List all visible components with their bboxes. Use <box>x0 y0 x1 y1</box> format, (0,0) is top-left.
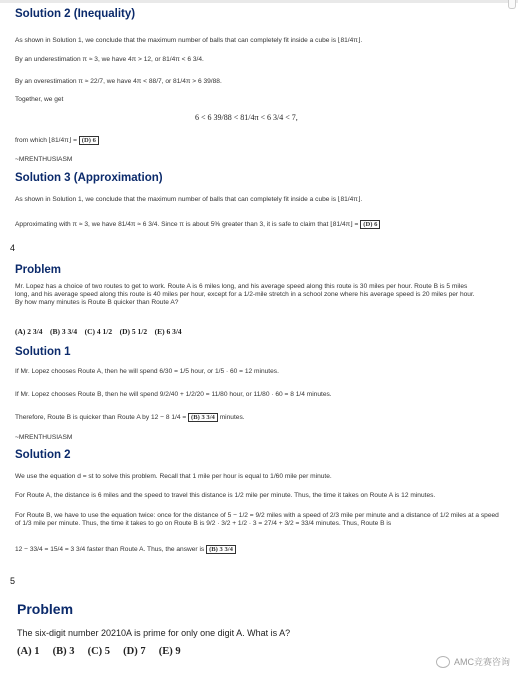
p4-sol2-line-1: We use the equation d = st to solve this problem. Recall that 1 mile per hour is equal to 1/60 mile per minute. <box>15 473 332 480</box>
p5-choice-a: (A) 1 <box>17 646 40 657</box>
s3-line-2 <box>15 221 380 229</box>
p4-sol2-line-3: For Route B, we have to use the equation twice: once for the distance of 5 − 1/2 = 9/2 miles with a speed of 2/3 mile per minute and a distance of 1/2 miles at a speed of 1/3 mile per minute. Thus, the time it takes to go on Route B is 9/2 · 3/2 + 1/2 · 3 = 27/4 + 3/2 = 33/4 minutes. Thus, Route B is <box>15 512 499 527</box>
solution-2-inequality-heading: Solution 2 (Inequality) <box>15 8 136 20</box>
watermark <box>436 655 510 668</box>
problem-4-choices <box>15 327 182 336</box>
solution-3-approximation-heading: Solution 3 (Approximation) <box>15 172 163 184</box>
p5-choice-b: (B) 3 <box>52 646 75 657</box>
choice-c: (C) 4 1/2 <box>84 327 113 336</box>
p4-solution-2-heading: Solution 2 <box>15 449 71 461</box>
p4-sol1-line-3-end: minutes. <box>219 414 245 421</box>
problem-4-heading: Problem <box>15 264 62 276</box>
wechat-icon <box>436 656 450 668</box>
problem-5-number: 5 <box>10 576 16 586</box>
p4-sol2-line-2: For Route A, the distance is 6 miles and the speed to travel this distance is 1/2 mile per minute. Thus, the time it takes on Route A is 12 minutes. <box>15 492 436 499</box>
choice-d: (D) 5 1/2 <box>119 327 148 336</box>
s2-line-1: As shown in Solution 1, we conclude that the maximum number of balls that can completely fit inside a cube is ⌊81/4π⌋. <box>15 37 363 44</box>
s2-line-3: By an overestimation π ≈ 22/7, we have 4π < 88/7, or 81/4π > 6 39/88. <box>15 78 222 85</box>
choice-a: (A) 2 3/4 <box>15 327 43 336</box>
p4-sol1-line-1: If Mr. Lopez chooses Route A, then he will spend 6/30 = 1/5 hour, or 1/5 · 60 = 12 minutes. <box>15 368 279 375</box>
s2-answer-box: (D) 6 <box>79 136 99 145</box>
p4-sol1-line-3-text: Therefore, Route B is quicker than Route A by 12 − 8 1/4 = <box>15 414 187 421</box>
watermark-text: AMC竞赛咨询 <box>454 657 510 667</box>
s2-display-equation: 6 < 6 39/88 < 81/4π < 6 3/4 < 7, <box>195 113 298 122</box>
choice-b: (B) 3 3/4 <box>50 327 78 336</box>
s3-line-1: As shown in Solution 1, we conclude that the maximum number of balls that can completely fit inside a cube is ⌊81/4π⌋. <box>15 196 363 203</box>
p4-sol2-line-4 <box>15 546 236 554</box>
problem-4-text: Mr. Lopez has a choice of two routes to get to work. Route A is 6 miles long, and his average speed along this route is 30 miles per hour. Route B is 5 miles long, and his average speed along this route is 40 miles per hour, except for a 1/2-mile stretch in a school zone where his average speed is 20 miles per hour. By how many minutes is Route B quicker than Route A? <box>15 283 475 306</box>
top-bar <box>0 0 518 3</box>
p5-choice-e: (E) 9 <box>158 646 181 657</box>
s3-answer-box: (D) 6 <box>360 220 380 229</box>
p4-sol1-answer-box: (B) 3 3/4 <box>188 413 218 422</box>
p4-sol2-answer-box: (B) 3 3/4 <box>206 545 236 554</box>
s2-author: ~MRENTHUSIASM <box>15 156 73 163</box>
p4-sol1-line-3 <box>15 414 245 422</box>
problem-4-number: 4 <box>10 243 16 253</box>
p4-solution-1-heading: Solution 1 <box>15 346 71 358</box>
problem-5-choices <box>17 646 181 657</box>
p4-sol2-line-4-text: 12 − 33/4 = 15/4 = 3 3/4 faster than Route A. Thus, the answer is <box>15 546 205 553</box>
p5-choice-c: (C) 5 <box>87 646 111 657</box>
s2-line-5-text: from which ⌊81/4π⌋ = <box>15 137 77 144</box>
choice-e: (E) 6 3/4 <box>154 327 182 336</box>
problem-5-text: The six-digit number 20210A is prime for only one digit A. What is A? <box>17 628 291 638</box>
s2-line-2: By an underestimation π ≈ 3, we have 4π > 12, or 81/4π < 6 3/4. <box>15 56 204 63</box>
problem-5-heading: Problem <box>17 601 74 617</box>
s3-line-2-text: Approximating with π ≈ 3, we have 81/4π ≈ 6 3/4. Since π is about 5% greater than 3, it is safe to claim that ⌊81/4π⌋ = <box>15 221 359 228</box>
s2-line-4: Together, we get <box>15 96 64 103</box>
p5-choice-d: (D) 7 <box>123 646 146 657</box>
scroll-indicator[interactable] <box>508 0 516 9</box>
p4-sol1-line-2: If Mr. Lopez chooses Route B, then he will spend 9/2/40 + 1/2/20 = 11/80 hour, or 11/80 · 60 = 8 1/4 minutes. <box>15 391 332 398</box>
p4-sol1-author: ~MRENTHUSIASM <box>15 434 73 441</box>
s2-line-5 <box>15 137 99 145</box>
